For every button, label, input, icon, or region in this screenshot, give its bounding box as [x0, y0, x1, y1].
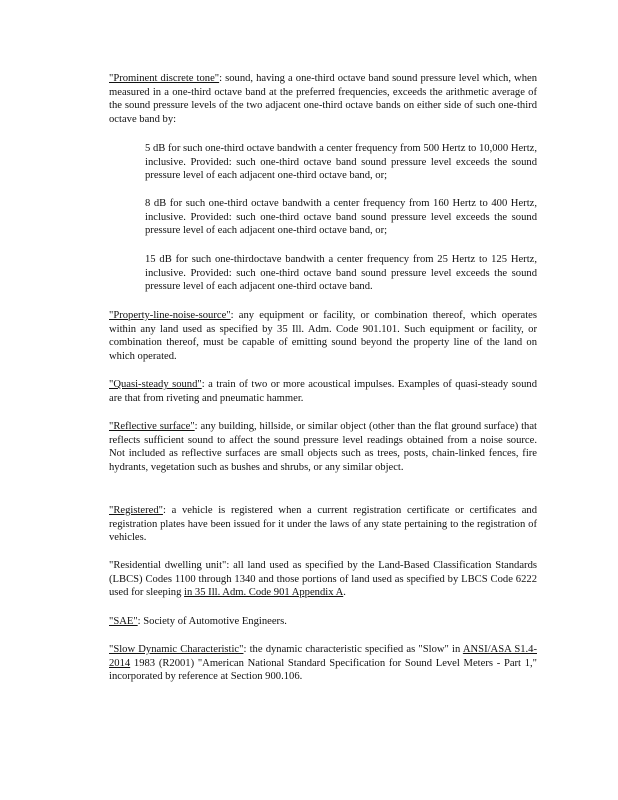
definition-text-end: 1983 (R2001) "American National Standard Specification for Sound Level Meters - Part 1," incorporated by reference at Section 900.106. — [109, 657, 537, 683]
definition-text: : any equipment or facility, or combination thereof, which operates within any land used as specified by 35 Ill. Adm. Code 901.101. Such equipment or facility, or combination thereof, must be capable of emitting sound beyond the property line of the land on which operated. — [109, 310, 537, 362]
definition-registered — [109, 504, 537, 545]
definition-reflective-surface — [109, 420, 537, 474]
definition-term: "Quasi-steady sound" — [109, 379, 202, 390]
definition-text: : all land used as specified by the Land-Based Classification Standards (LBCS) Codes 1100 through 1340 and those portions of land used as specified by LBCS Code 6222 used for sleeping — [109, 560, 537, 599]
definition-term: "Property-line-noise-source" — [109, 310, 231, 321]
definition-text: : the dynamic characteristic specified as "Slow" in — [243, 644, 463, 655]
definition-term: "SAE" — [109, 616, 138, 627]
standard-reference: ANSI/ASA S1.4-2014 — [109, 644, 537, 669]
prominent-tone-criterion-3: 15 dB for such one-thirdoctave bandwith a center frequency from 25 Hertz to 125 Hertz, inclusive. Provided: such one-third octave band sound pressure level exceeds the sound pressure level of each adjacent one-third octave band. — [145, 254, 537, 293]
definition-property-line-noise-source — [109, 309, 537, 363]
definition-text: : a vehicle is registered when a current registration certificate or certificates and registration plates have been issued for it under the laws of any state pertaining to the registration of vehicles. — [109, 505, 537, 544]
definition-term: "Prominent discrete tone" — [109, 73, 220, 84]
definition-term: "Reflective surface" — [109, 421, 195, 432]
definition-text: : a train of two or more acoustical impulses. Examples of quasi-steady sound are that from riveting and pneumatic hammer. — [109, 379, 537, 404]
definition-term: "Registered" — [109, 505, 163, 516]
definition-term: "Residential dwelling unit" — [109, 560, 227, 571]
prominent-tone-criterion-2: 8 dB for such one-third octave bandwith a center frequency from 160 Hertz to 400 Hertz, inclusive. Provided: such one-third octave band sound pressure level exceeds the sound pressure level of each adjacent one-third octave band, or; — [145, 198, 537, 237]
definition-sae — [109, 615, 537, 629]
definition-slow-dynamic-characteristic — [109, 643, 537, 684]
definition-prominent-discrete-tone — [109, 72, 537, 126]
definition-text: : any building, hillside, or similar object (other than the flat ground surface) that reflects sufficient sound to affect the sound pressure level readings obtained from a noise source. Not included as reflective surfaces are small objects such as trees, posts, chain-linked fences, fire hydrants, vegetation such as bushes and shrubs, or any similar object. — [109, 421, 537, 473]
definition-text-end: . — [343, 587, 346, 599]
definition-residential-dwelling-unit — [109, 559, 537, 600]
prominent-tone-criterion-1: 5 dB for such one-third octave bandwith a center frequency from 500 Hertz to 10,000 Hertz, inclusive. Provided: such one-third octave band sound pressure level exceeds the sound pressure level of each adjacent one-third octave band, or; — [145, 143, 537, 182]
definition-text: : Society of Automotive Engineers. — [137, 616, 287, 627]
definition-term: "Slow Dynamic Characteristic" — [109, 644, 244, 655]
definition-text: : sound, having a one-third octave band sound pressure level which, when measured in a one-third octave band at the preferred frequencies, exceeds the arithmetic average of the sound pressure levels of the two adjacent one-third octave bands on either side of such one-third octave band by: — [109, 73, 538, 125]
definition-quasi-steady-sound — [109, 378, 537, 405]
code-reference: in 35 Ill. Adm. Code 901 Appendix A — [184, 587, 344, 599]
